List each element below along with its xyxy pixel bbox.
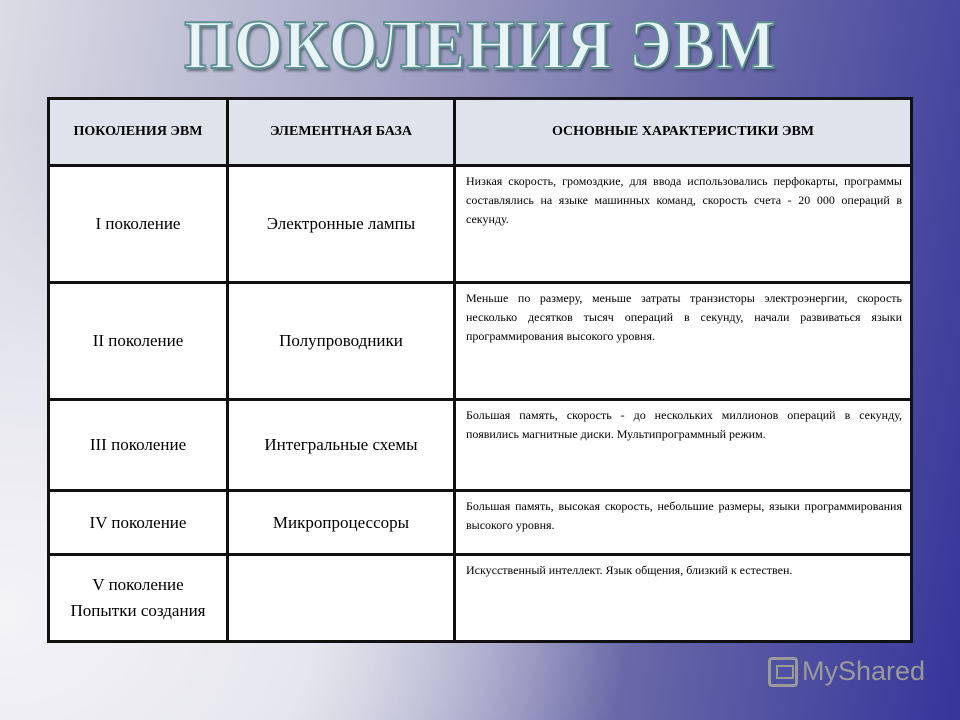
element-base-cell: Электронные лампы [228, 166, 455, 283]
generations-table [47, 97, 913, 643]
header-characteristics: ОСНОВНЫЕ ХАРАКТЕРИСТИКИ ЭВМ [455, 99, 912, 166]
header-generation: ПОКОЛЕНИЯ ЭВМ [49, 99, 228, 166]
characteristics-cell: Низкая скорость, громоздкие, для ввода использовались перфокарты, программы составлялись на языке машинных команд, скорость счета - 20 000 операций в секунду. [455, 166, 912, 283]
presentation-icon [768, 657, 798, 687]
characteristics-cell: Искусственный интеллект. Язык общения, близкий к естествен. [455, 555, 912, 642]
table-header-row [49, 99, 912, 166]
generation-cell: II поколение [49, 283, 228, 400]
element-base-cell: Полупроводники [228, 283, 455, 400]
characteristics-cell: Большая память, скорость - до нескольких миллионов операций в секунду, появились магнитные диски. Мультипрограммный режим. [455, 400, 912, 491]
element-base-cell: Интегральные схемы [228, 400, 455, 491]
element-base-cell [228, 555, 455, 642]
table-row [49, 400, 912, 491]
generation-cell: III поколение [49, 400, 228, 491]
generation-cell: I поколение [49, 166, 228, 283]
generation-cell: V поколение Попытки создания [49, 555, 228, 642]
header-element-base: ЭЛЕМЕНТНАЯ БАЗА [228, 99, 455, 166]
table-row [49, 491, 912, 555]
element-base-cell: Микропроцессоры [228, 491, 455, 555]
characteristics-cell: Меньше по размеру, меньше затраты транзисторы электроэнергии, скорость несколько десятков тысяч операций в секунду, начали развиваться языки программирования высокого уровня. [455, 283, 912, 400]
table-row [49, 555, 912, 642]
characteristics-cell: Большая память, высокая скорость, небольшие размеры, языки программирования высокого уровня. [455, 491, 912, 555]
table-row [49, 283, 912, 400]
table-row [49, 166, 912, 283]
generation-cell: IV поколение [49, 491, 228, 555]
slide-title: ПОКОЛЕНИЯ ЭВМ [183, 7, 777, 84]
logo-text: MyShared [802, 656, 926, 686]
myshared-logo [768, 656, 925, 687]
